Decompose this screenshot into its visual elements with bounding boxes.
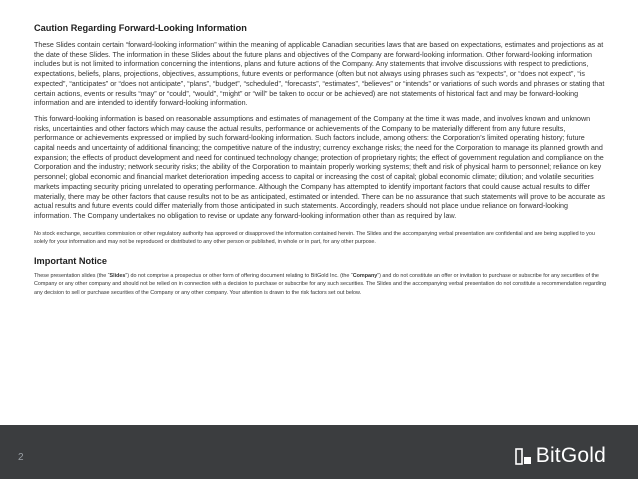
notice-term-slides: Slides (109, 273, 126, 280)
caution-paragraph-1: These Slides contain certain “forward-looking information” within the meaning of applicable Canadian securities laws that are based on expectations, estimates and projections as at the date of these Slides. The information in these Slides about the future plans and objectives of the Company are forward-looking information. Other forward-looking information includes but is not limited to information concerning the intentions, plans and future actions of the Company. Any statements that involve discussions with respect to predictions, expectations, beliefs, plans, projections, objectives, assumptions, future events or performance (often but not always using phrases such as “expects”, or “does not expect”, “is expected”, “anticipates” or “does not anticipate”, “plans”, “budget”, “scheduled”, “forecasts”, “estimates”, “believes” or “intends” or variations of such words and phrases or stating that certain actions, events or results “may” or “could”, “would”, “might” or “will” be taken to occur or be achieved) are not statements of historical fact and may be forward-looking information and are intended to identify forward-looking information. (34, 41, 605, 108)
caution-heading: Caution Regarding Forward-Looking Information (34, 23, 247, 33)
notice-paragraph (34, 272, 606, 297)
page-number: 2 (18, 452, 24, 463)
regulatory-disclaimer: No stock exchange, securities commission or other regulatory authority has approved or disapproved the information contained herein. The Slides and the accompanying verbal presentation are confidential and are being supplied to you solely for your information and may not be reproduced or distributed to any other person or published, in whole or in part, for any other purpose. (34, 230, 595, 245)
footer-bar (0, 425, 638, 479)
bitgold-logo (515, 443, 606, 469)
notice-text-1: These presentation slides (the “ (34, 273, 110, 280)
caution-paragraph-2: This forward-looking information is based on reasonable assumptions and estimates of management of the Company at the time it was made, and involves known and unknown risks, uncertainties and other factors which may cause the actual results, performance or achievements of the Company to be materially different from any future results, performance or achievements expressed or implied by such forward-looking information. Such factors include, among others: the Corporation’s limited operating history; future capital needs and uncertainty of additional financing; the competitive nature of the industry; currency exchange risks; the need for the Corporation to manage its planned growth and expansion; the effects of product development and need for continued technology change; protection of proprietary rights; the effect of government regulation and compliance on the Corporation and the industry; network security risks; the ability of the Corporation to maintain properly working systems; theft and risk of physical harm to personnel; reliance on key personnel; global economic and financial market deterioration impeding access to capital or increasing the cost of capital; global economic climate; dilution; and volatile securities markets impacting security pricing unrelated to operating performance. Although the Company has attempted to identify important factors that could cause actual results to differ materially, there may be other factors that cause results not to be as anticipated, estimated or intended. There can be no assurance that such statements will prove to be accurate as actual results and future events could differ materially from those anticipated in such statements. Accordingly, readers should not place undue reliance on forward-looking information. The Company undertakes no obligation to revise or update any forward-looking information other than as required by law. (34, 114, 605, 220)
notice-heading: Important Notice (34, 256, 107, 267)
notice-term-company: Company (352, 273, 378, 280)
bitgold-square-logo-icon (515, 448, 532, 465)
logo-wordmark: BitGold (535, 444, 606, 467)
notice-text-3: ”) and do not constitute an offer or invitation to purchase or subscribe for any securities of the Company or any other company and should not be relied on in connection with a decision to purchase or subscribe for any such securities. The Slides and the accompanying verbal presentation do not constitute a recommendation regarding any decision to sell or purchase securities of the Company or any other company. Your attention is drawn to the risk factors set out below. (34, 273, 606, 296)
document-content (34, 22, 606, 297)
notice-text-2: ”) do not comprise a prospectus or other form of offering document relating to BitGold Inc. (the “ (125, 273, 353, 280)
